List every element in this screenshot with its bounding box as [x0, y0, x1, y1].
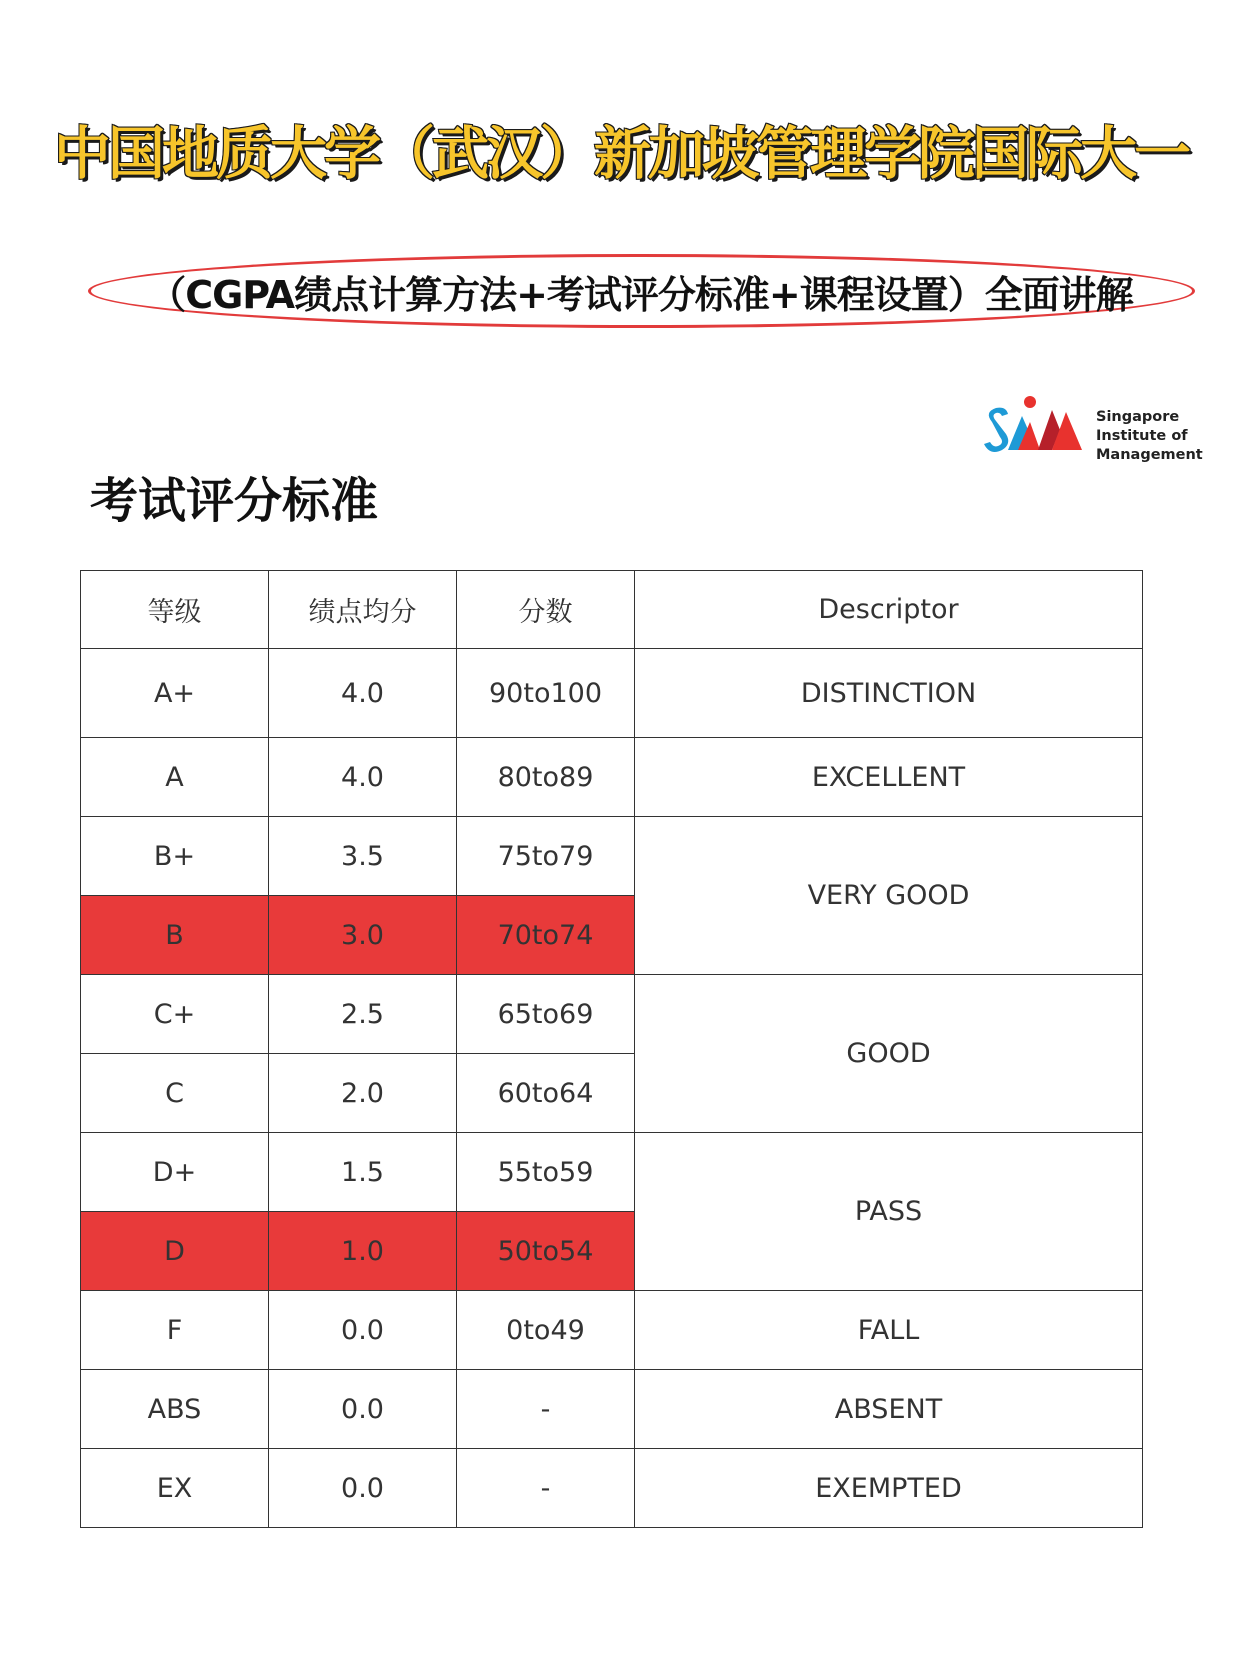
score-cell: - [457, 1370, 635, 1449]
table-row [81, 1133, 1143, 1212]
gpa-cell-highlighted: 1.0 [269, 1212, 457, 1291]
score-cell-highlighted: 70to74 [457, 896, 635, 975]
grade-cell: ABS [81, 1370, 269, 1449]
table-row [81, 1449, 1143, 1528]
gpa-cell: 4.0 [269, 738, 457, 817]
subtitle: （CGPA绩点计算方法+考试评分标准+课程设置）全面讲解 [148, 273, 1133, 317]
score-cell: 55to59 [457, 1133, 635, 1212]
grade-cell: D+ [81, 1133, 269, 1212]
logo-text [1096, 408, 1203, 465]
sim-logo [982, 394, 1212, 470]
logo-line-3: Management [1096, 447, 1203, 463]
header-score: 分数 [457, 571, 635, 649]
page-title: 中国地质大学（武汉）新加坡管理学院国际大一 [54, 121, 1188, 187]
table-row [81, 738, 1143, 817]
table-row [81, 817, 1143, 896]
header-descriptor: Descriptor [635, 571, 1143, 649]
header-gpa: 绩点均分 [269, 571, 457, 649]
grade-cell-highlighted: D [81, 1212, 269, 1291]
section-title: 考试评分标准 [90, 473, 379, 529]
sim-logo-mark-icon [982, 394, 1092, 470]
grading-table [80, 570, 1143, 1528]
gpa-cell: 0.0 [269, 1370, 457, 1449]
grade-cell: C+ [81, 975, 269, 1054]
score-cell-highlighted: 50to54 [457, 1212, 635, 1291]
score-cell: 75to79 [457, 817, 635, 896]
gpa-cell: 2.0 [269, 1054, 457, 1133]
gpa-cell: 1.5 [269, 1133, 457, 1212]
table-row [81, 1291, 1143, 1370]
grade-cell: EX [81, 1449, 269, 1528]
score-cell: 65to69 [457, 975, 635, 1054]
table-row [81, 975, 1143, 1054]
grade-cell: A [81, 738, 269, 817]
descriptor-cell: ABSENT [635, 1370, 1143, 1449]
table-row [81, 1370, 1143, 1449]
gpa-cell: 0.0 [269, 1449, 457, 1528]
descriptor-cell: VERY GOOD [635, 817, 1143, 975]
grade-cell: C [81, 1054, 269, 1133]
descriptor-cell: GOOD [635, 975, 1143, 1133]
grade-cell: B+ [81, 817, 269, 896]
table-row [81, 649, 1143, 738]
grade-cell-highlighted: B [81, 896, 269, 975]
grade-cell: F [81, 1291, 269, 1370]
descriptor-cell: EXEMPTED [635, 1449, 1143, 1528]
header-grade: 等级 [81, 571, 269, 649]
grade-cell: A+ [81, 649, 269, 738]
descriptor-cell: PASS [635, 1133, 1143, 1291]
descriptor-cell: DISTINCTION [635, 649, 1143, 738]
logo-line-2: Institute of [1096, 428, 1188, 444]
gpa-cell-highlighted: 3.0 [269, 896, 457, 975]
score-cell: 90to100 [457, 649, 635, 738]
logo-line-1: Singapore [1096, 409, 1180, 425]
gpa-cell: 2.5 [269, 975, 457, 1054]
score-cell: - [457, 1449, 635, 1528]
score-cell: 80to89 [457, 738, 635, 817]
score-cell: 60to64 [457, 1054, 635, 1133]
subtitle-banner [88, 254, 1193, 326]
descriptor-cell: FALL [635, 1291, 1143, 1370]
descriptor-cell: EXCELLENT [635, 738, 1143, 817]
score-cell: 0to49 [457, 1291, 635, 1370]
gpa-cell: 4.0 [269, 649, 457, 738]
gpa-cell: 3.5 [269, 817, 457, 896]
gpa-cell: 0.0 [269, 1291, 457, 1370]
table-header-row [81, 571, 1143, 649]
